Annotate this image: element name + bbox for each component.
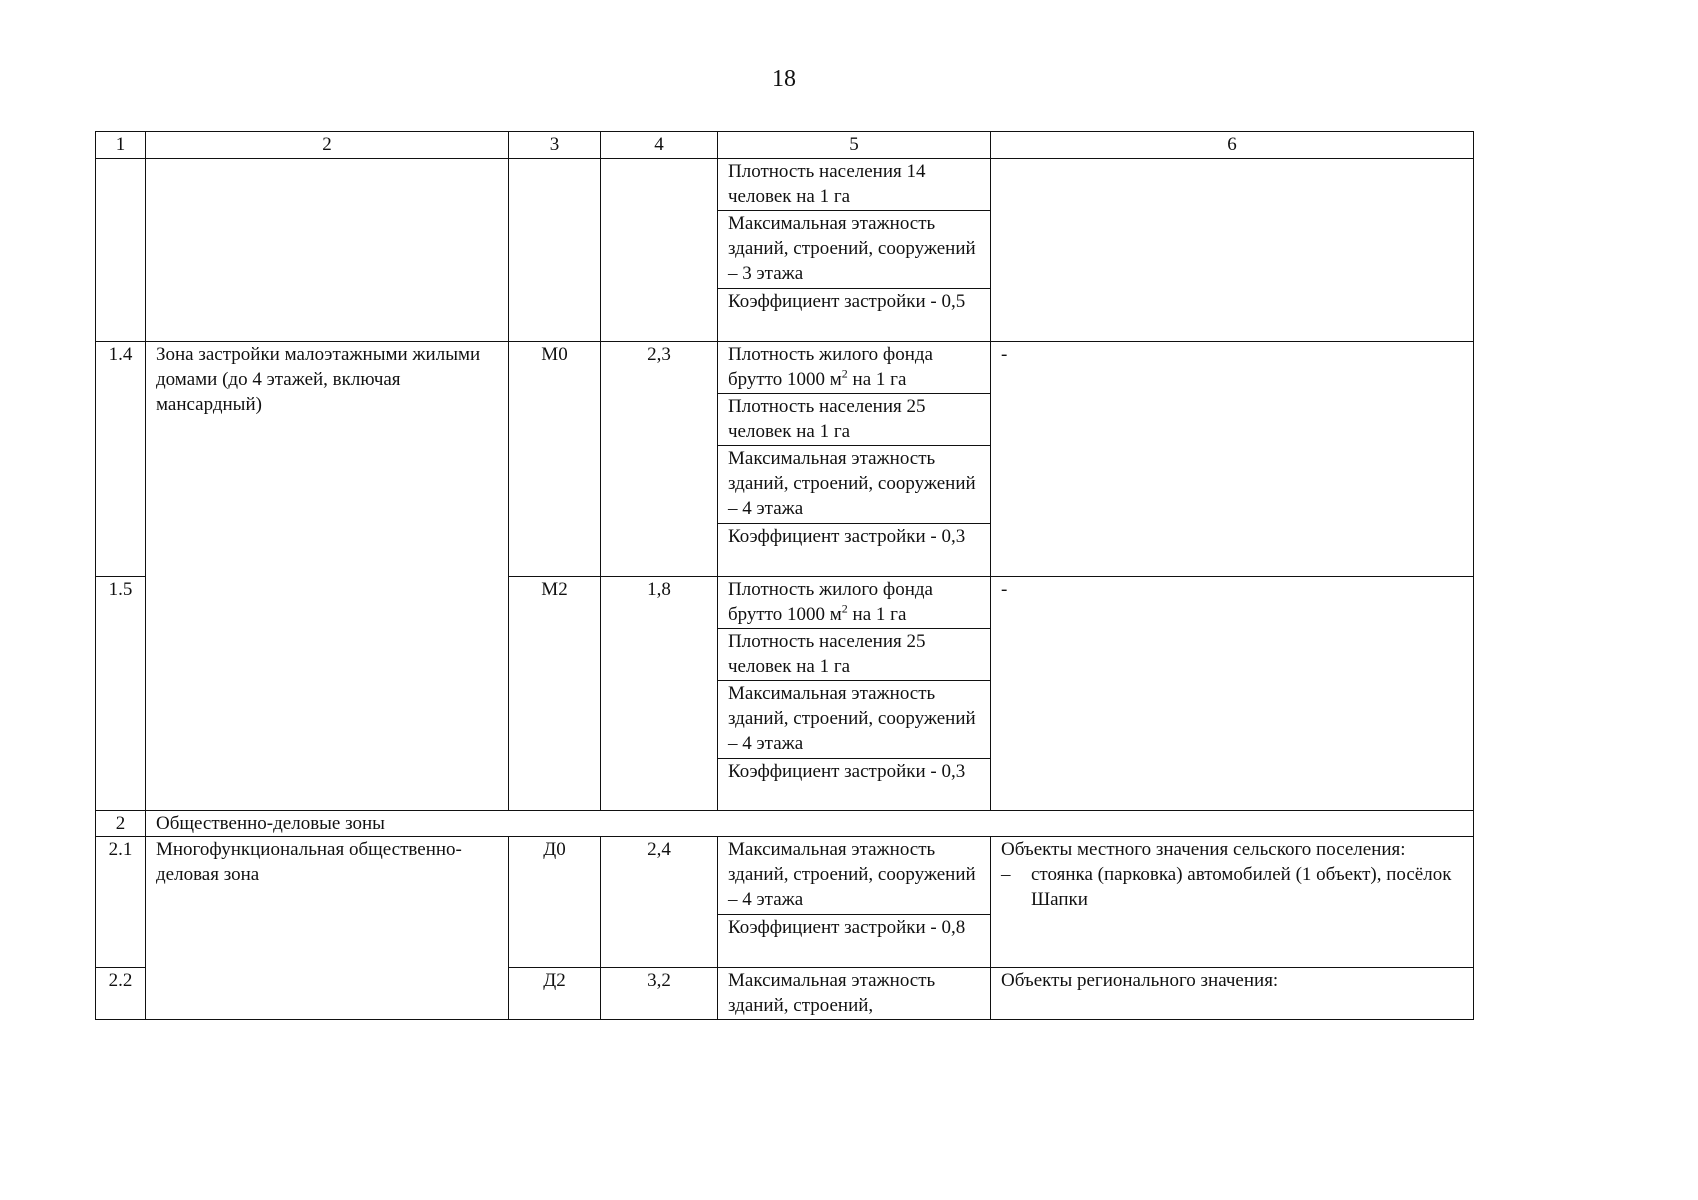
cell-params: [718, 968, 991, 1020]
cell-objects: -: [991, 577, 1474, 811]
param-floors: Максимальная этажность зданий, строений, сооружений – 4 этажа: [718, 681, 990, 759]
param-floors: Максимальная этажность зданий, строений, сооружений – 3 этажа: [718, 211, 990, 289]
cell-code: М0: [509, 342, 601, 577]
cell-name: Зона застройки малоэтажными жилыми домами (до 4 этажей, включая мансардный): [146, 342, 509, 811]
column-header: 3: [509, 132, 601, 159]
cell-num: 1.5: [96, 577, 146, 811]
section-row: [96, 811, 1474, 837]
cell-objects: -: [991, 342, 1474, 577]
cell-params: [718, 159, 991, 342]
cell-name: [146, 159, 509, 342]
column-header: 2: [146, 132, 509, 159]
cell-num: 2.2: [96, 968, 146, 1020]
section-title: Общественно-деловые зоны: [146, 811, 1474, 837]
param-coefficient: Коэффициент застройки - 0,5: [728, 291, 966, 312]
param-density-fund: Плотность жилого фонда брутто 1000 $м^2$ на 1 га: [718, 342, 990, 394]
param-density-fund: Плотность жилого фонда брутто 1000 $м^2$ на 1 га: [718, 577, 990, 629]
column-header: 5: [718, 132, 991, 159]
list-item: – стоянка (парковка) автомобилей (1 объект), посёлок Шапки: [1001, 862, 1463, 912]
cell-num: 1.4: [96, 342, 146, 577]
cell-num: 2.1: [96, 837, 146, 968]
column-header: 1: [96, 132, 146, 159]
param-population: Плотность населения 25 человек на 1 га: [718, 394, 990, 446]
column-header: 4: [601, 132, 718, 159]
param-coefficient: Коэффициент застройки - 0,3: [728, 526, 966, 547]
cell-area: 2,3: [601, 342, 718, 577]
cell-params: [718, 837, 991, 968]
cell-area: 3,2: [601, 968, 718, 1020]
column-header: 6: [991, 132, 1474, 159]
cell-objects: [991, 837, 1474, 968]
objects-list: [1001, 862, 1463, 912]
cell-params: [718, 342, 991, 577]
zones-table: [95, 131, 1474, 1020]
param-floors: Максимальная этажность зданий, строений, сооружений – 4 этажа: [718, 837, 990, 915]
param-floors: Максимальная этажность зданий, строений,: [728, 970, 936, 1016]
param-coefficient: Коэффициент застройки - 0,3: [728, 761, 966, 782]
cell-code: М2: [509, 577, 601, 811]
table-header-row: [96, 132, 1474, 159]
param-population: Плотность населения 25 человек на 1 га: [718, 629, 990, 681]
table-row: [96, 342, 1474, 577]
param-coefficient: Коэффициент застройки - 0,8: [728, 917, 966, 938]
param-floors: Максимальная этажность зданий, строений, сооружений – 4 этажа: [718, 446, 990, 524]
cell-name: Многофункциональная общественно-деловая зона: [146, 837, 509, 1020]
cell-num: [96, 159, 146, 342]
cell-objects: Объекты регионального значения:: [991, 968, 1474, 1020]
cell-area: 1,8: [601, 577, 718, 811]
cell-area: 2,4: [601, 837, 718, 968]
param-population: Плотность населения 14 человек на 1 га: [718, 159, 990, 211]
cell-code: Д0: [509, 837, 601, 968]
objects-title: Объекты местного значения сельского поселения:: [1001, 839, 1406, 860]
cell-area: [601, 159, 718, 342]
cell-code: Д2: [509, 968, 601, 1020]
cell-num: 2: [96, 811, 146, 837]
page-number: 18: [772, 66, 796, 92]
table-row: [96, 159, 1474, 342]
cell-objects: [991, 159, 1474, 342]
table-row: [96, 837, 1474, 968]
cell-params: [718, 577, 991, 811]
cell-code: [509, 159, 601, 342]
